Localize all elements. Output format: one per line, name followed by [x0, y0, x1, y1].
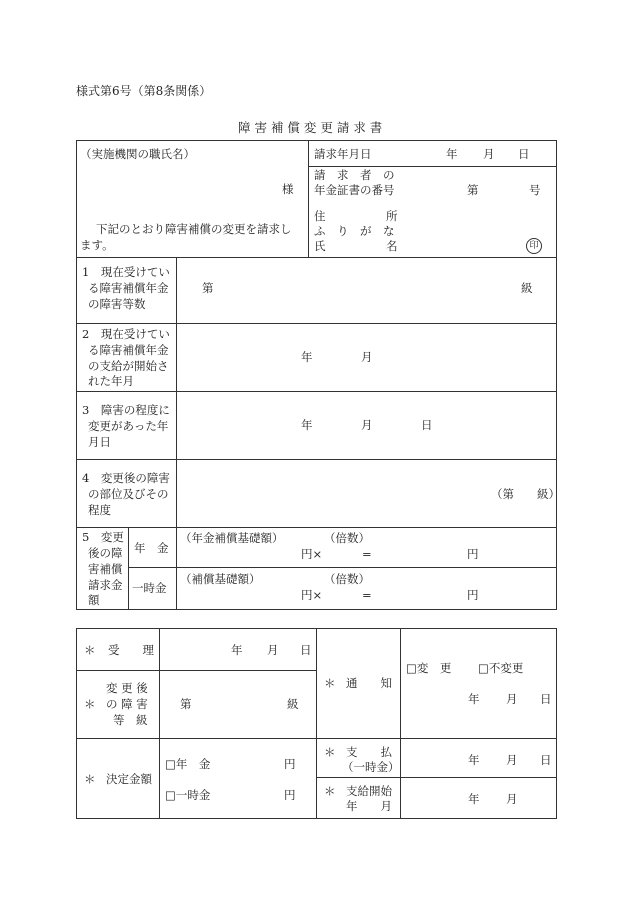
kettei-en-2: 円	[284, 788, 296, 802]
row5-b-yen1: 円×	[301, 588, 323, 602]
row5-b-mult: （倍数）	[324, 572, 370, 586]
row5-label-2: 後の障	[88, 546, 123, 560]
row1-dai: 第	[202, 281, 214, 295]
henko-kyu: 級	[287, 697, 299, 711]
row2-tsuki: 月	[361, 350, 373, 364]
row5-label-5: 額	[88, 593, 100, 607]
henko-dai: 第	[180, 697, 192, 711]
cert-dai: 第	[467, 183, 479, 197]
kettei-en-1: 円	[284, 757, 296, 771]
row1-label-1: 1 現在受けてい	[82, 265, 170, 279]
row3-nen: 年	[301, 418, 313, 432]
row5-b-yen2: 円	[467, 588, 479, 602]
sama-label: 様	[282, 182, 294, 196]
row4-label-1: 4 変更後の障害	[82, 471, 170, 485]
tsuchi-tsuki: 月	[506, 692, 518, 706]
row5-b-base: （補償基礎額）	[180, 572, 261, 586]
kaishi-label-1: 支給開始	[346, 784, 392, 798]
kaishi-tsuki: 月	[506, 792, 518, 806]
row5-nenkin: 年 金	[134, 541, 169, 555]
juri-nen: 年	[231, 643, 243, 657]
row4-label-2: の部位及びその	[88, 487, 169, 501]
juri-label: 受 理	[108, 643, 154, 657]
row1-label-2: る障害補償年金	[88, 281, 169, 295]
row1-kyu: 級	[521, 281, 533, 295]
row2-label-4: れた年月	[88, 374, 134, 388]
row4-label-3: 程度	[88, 503, 111, 517]
henko-label-3: 等 級	[113, 713, 148, 727]
request-text-line2: ます。	[80, 238, 114, 252]
row5-a-mult: （倍数）	[324, 531, 370, 545]
tsuchi-nen: 年	[468, 692, 480, 706]
row5-label-1: 5 変更	[82, 530, 124, 544]
form-title: 障 害 補 償 変 更 請 求 書	[238, 120, 383, 135]
ast-4: ＊	[84, 772, 96, 786]
cert-go: 号	[529, 183, 541, 197]
ast-5: ＊	[324, 745, 336, 759]
row3-label-1: 3 障害の程度に	[82, 403, 170, 417]
henko-label-1: 変 更 後	[106, 681, 148, 695]
check-fuhenko[interactable]: □不変更	[478, 661, 524, 675]
juri-hi: 日	[300, 643, 312, 657]
shiharai-label-1: 支 払	[346, 745, 392, 759]
row2-label-3: の支給が開始さ	[88, 359, 169, 373]
seal-mark: 印	[526, 238, 542, 254]
row3-label-2: 変更があった年	[88, 419, 169, 433]
date-tsuki: 月	[483, 147, 495, 161]
row3-tsuki: 月	[361, 418, 373, 432]
kettei-label: 決定金額	[106, 772, 152, 786]
row2-label-2: る障害補償年金	[88, 343, 169, 357]
check-ichijikin[interactable]: □一時金	[165, 788, 211, 802]
row5-label-4: 請求金	[88, 578, 123, 592]
tsuchi-label: 通 知	[346, 676, 392, 690]
juri-tsuki: 月	[267, 643, 279, 657]
cert-label-line2: 年金証書の番号	[314, 183, 395, 197]
row5-a-yen2: 円	[467, 547, 479, 561]
row5-a-eq: =	[362, 547, 372, 561]
name-label: 氏	[314, 239, 326, 253]
ast-2: ＊	[84, 697, 96, 711]
address-label: 住	[314, 209, 326, 223]
address-label-2: 所	[386, 209, 398, 223]
row4-kyu: （第 級）	[491, 487, 560, 501]
furigana-label: ふ り が な	[314, 224, 395, 238]
row2-label-1: 2 現在受けてい	[82, 327, 170, 341]
row5-ichijikin: 一時金	[132, 581, 167, 595]
ast-1: ＊	[84, 643, 96, 657]
agency-label: （実施機関の職氏名）	[80, 147, 195, 161]
check-nenkin[interactable]: □年 金	[165, 757, 211, 771]
form-number: 様式第6号（第8条関係）	[76, 84, 212, 98]
kaishi-nen: 年	[468, 792, 480, 806]
date-hi: 日	[518, 147, 530, 161]
row2-nen: 年	[301, 350, 313, 364]
check-henko[interactable]: □変 更	[406, 661, 452, 675]
row5-a-yen1: 円×	[301, 547, 323, 561]
cert-label-line1: 請 求 者 の	[314, 168, 395, 182]
row3-hi: 日	[421, 418, 433, 432]
row5-label-3: 害補償	[88, 562, 123, 576]
shiharai-label-2: （一時金）	[342, 760, 400, 774]
date-nen: 年	[446, 147, 458, 161]
shiharai-tsuki: 月	[506, 753, 518, 767]
row5-a-base: （年金補償基礎額）	[180, 531, 284, 545]
request-text-line1: 下記のとおり障害補償の変更を請求し	[96, 222, 292, 236]
name-label-2: 名	[386, 239, 398, 253]
row5-b-eq: =	[362, 588, 372, 602]
shiharai-hi: 日	[540, 753, 552, 767]
kaishi-label-2: 年 月	[346, 799, 392, 813]
ast-6: ＊	[324, 784, 336, 798]
tsuchi-hi: 日	[540, 692, 552, 706]
row1-label-3: の障害等数	[88, 297, 146, 311]
shiharai-nen: 年	[468, 753, 480, 767]
henko-label-2: の 障 害	[106, 697, 148, 711]
row3-label-3: 月日	[88, 435, 111, 449]
request-date-label: 請求年月日	[314, 147, 372, 161]
ast-3: ＊	[324, 676, 336, 690]
